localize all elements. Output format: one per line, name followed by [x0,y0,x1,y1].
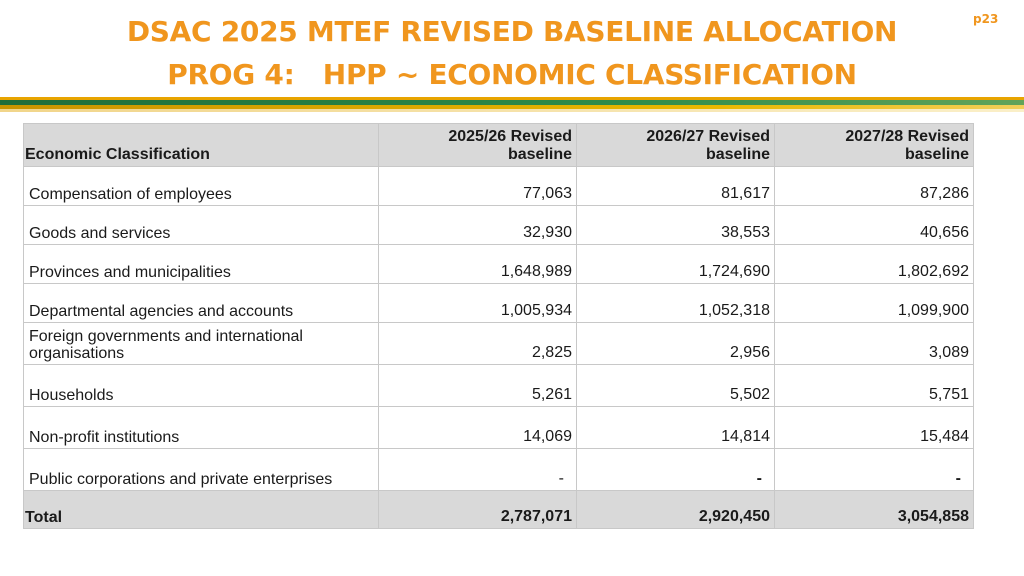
cell-2027-28: 1,099,900 [775,284,974,323]
cell-2027-28: 3,089 [775,323,974,365]
total-row [24,491,974,529]
row-label: Goods and services [24,206,379,245]
cell-2026-27: 81,617 [577,167,775,206]
cell-2025-26: 77,063 [379,167,577,206]
column-header-classification: Economic Classification [24,124,379,167]
total-2025-26: 2,787,071 [379,491,577,529]
cell-2026-27: 1,724,690 [577,245,775,284]
row-label: Departmental agencies and accounts [24,284,379,323]
total-label: Total [24,491,379,529]
decorative-stripes [0,97,1024,112]
slide-title [0,10,1024,96]
cell-2025-26: 1,005,934 [379,284,577,323]
table-row [24,365,974,407]
column-header-2027-28: 2027/28 Revised baseline [775,124,974,167]
cell-2027-28: 15,484 [775,407,974,449]
cell-2027-28: 87,286 [775,167,974,206]
table-header-row [24,124,974,167]
page-number: p23 [973,12,999,26]
cell-2027-28: 1,802,692 [775,245,974,284]
economic-classification-table [23,123,974,529]
cell-2027-28: - [775,449,974,491]
cell-2027-28: 5,751 [775,365,974,407]
row-label: Provinces and municipalities [24,245,379,284]
table-row [24,323,974,365]
cell-2025-26: 32,930 [379,206,577,245]
table-row [24,245,974,284]
table-row [24,206,974,245]
cell-2027-28: 40,656 [775,206,974,245]
table-row [24,449,974,491]
title-line-1: DSAC 2025 MTEF REVISED BASELINE ALLOCATION [126,15,898,48]
cell-2026-27: 2,956 [577,323,775,365]
row-label: Households [24,365,379,407]
cell-2025-26: - [379,449,577,491]
row-label: Non-profit institutions [24,407,379,449]
cell-2026-27: 1,052,318 [577,284,775,323]
table-row [24,284,974,323]
row-label: Compensation of employees [24,167,379,206]
cell-2026-27: - [577,449,775,491]
cell-2026-27: 5,502 [577,365,775,407]
cell-2025-26: 14,069 [379,407,577,449]
cell-2025-26: 5,261 [379,365,577,407]
row-label: Foreign governments and international organisations [24,323,379,365]
total-2027-28: 3,054,858 [775,491,974,529]
cell-2025-26: 1,648,989 [379,245,577,284]
total-2026-27: 2,920,450 [577,491,775,529]
cell-2026-27: 14,814 [577,407,775,449]
row-label: Public corporations and private enterprises [24,449,379,491]
column-header-2025-26: 2025/26 Revised baseline [379,124,577,167]
cell-2025-26: 2,825 [379,323,577,365]
table-row [24,407,974,449]
table-row [24,167,974,206]
column-header-2026-27: 2026/27 Revised baseline [577,124,775,167]
cell-2026-27: 38,553 [577,206,775,245]
title-line-2: PROG 4: HPP ~ ECONOMIC CLASSIFICATION [167,58,857,91]
